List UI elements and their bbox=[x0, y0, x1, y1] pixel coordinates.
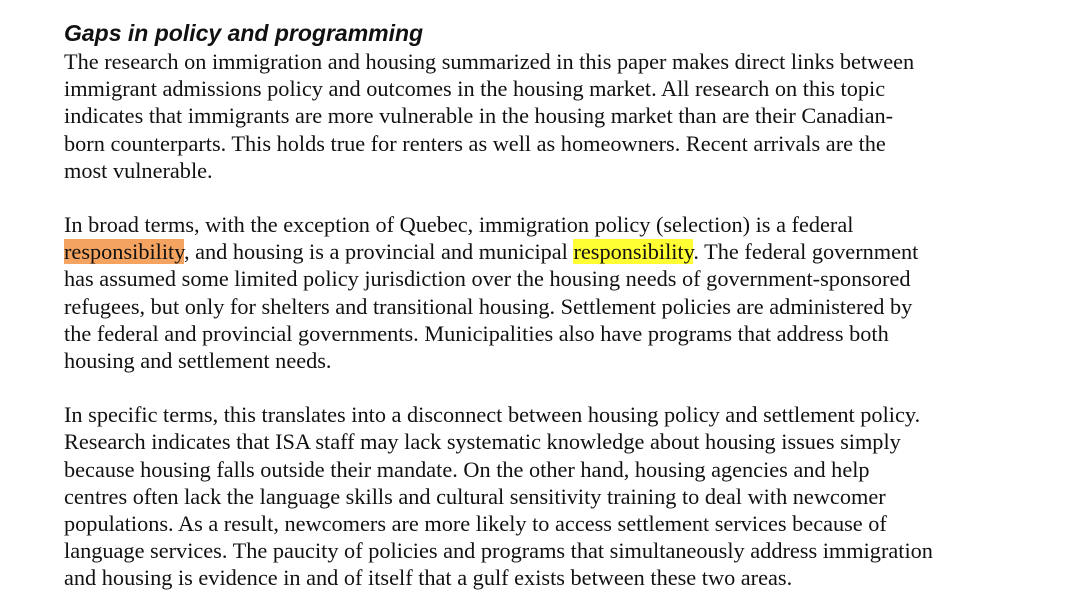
text-line: populations. As a result, newcomers are more likely to access settlement services because of bbox=[64, 511, 887, 537]
text-line: because housing falls outside their mandate. On the other hand, housing agencies and help bbox=[64, 456, 870, 482]
section-heading: Gaps in policy and programming bbox=[64, 20, 424, 46]
highlight-responsibility-orange[interactable]: responsibility bbox=[64, 239, 184, 265]
text-line: Research indicates that ISA staff may lack systematic knowledge about housing issues simply bbox=[64, 429, 901, 455]
text-fragment: . The federal government bbox=[693, 239, 919, 265]
text-line: language services. The paucity of policies and programs that simultaneously address immigration bbox=[64, 538, 933, 564]
paragraph-2 bbox=[64, 211, 1064, 374]
text-line: housing and settlement needs. bbox=[64, 348, 332, 374]
text-line: In specific terms, this translates into a disconnect between housing policy and settlement policy. bbox=[64, 402, 921, 428]
text-line: born counterparts. This holds true for renters as well as homeowners. Recent arrivals are the bbox=[64, 130, 886, 156]
text-line: the federal and provincial governments. Municipalities also have programs that address both bbox=[64, 320, 889, 346]
text-fragment: , and housing is a provincial and municipal bbox=[183, 239, 574, 265]
highlight-responsibility-yellow[interactable]: responsibility bbox=[573, 239, 694, 265]
text-line-with-highlights bbox=[64, 238, 1064, 265]
document-body bbox=[64, 18, 1064, 592]
paragraph-1 bbox=[64, 48, 1064, 184]
paragraph-3 bbox=[64, 401, 1064, 591]
text-line: and housing is evidence in and of itself that a gulf exists between these two areas. bbox=[64, 565, 793, 591]
text-line: has assumed some limited policy jurisdiction over the housing needs of government-sponsored bbox=[64, 266, 911, 292]
text-line: refugees, but only for shelters and transitional housing. Settlement policies are administered by bbox=[64, 293, 913, 319]
text-line: In broad terms, with the exception of Quebec, immigration policy (selection) is a federal bbox=[64, 212, 854, 238]
paragraph-spacer bbox=[64, 374, 1064, 401]
text-line: indicates that immigrants are more vulnerable in the housing market than are their Canadian- bbox=[64, 103, 894, 129]
text-line: most vulnerable. bbox=[64, 157, 213, 183]
paragraph-spacer bbox=[64, 184, 1064, 211]
text-line: The research on immigration and housing summarized in this paper makes direct links between bbox=[64, 49, 915, 74]
text-line: centres often lack the language skills and cultural sensitivity training to deal with newcomer bbox=[64, 483, 886, 509]
text-line: immigrant admissions policy and outcomes in the housing market. All research on this topic bbox=[64, 76, 886, 102]
